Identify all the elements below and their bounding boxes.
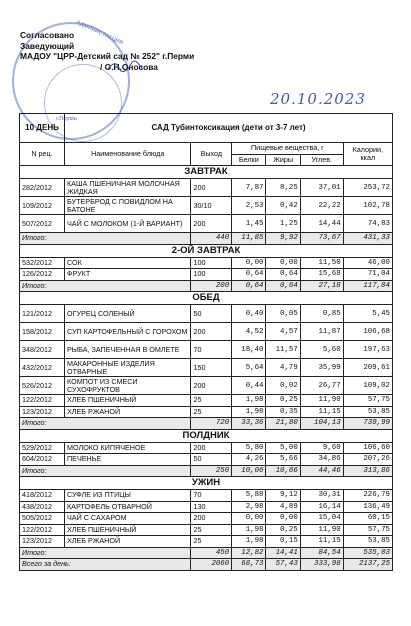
menu-table [19,113,393,571]
table-row [20,536,393,548]
grand-total-kcal: 2137,25 [343,559,392,571]
col-header-name: Наименование блюда [65,143,191,166]
grand-total-output: 2060 [191,559,232,571]
kcal-value: 106,60 [343,442,392,454]
dish-name: МАКАРОННЫЕ ИЗДЕЛИЯ ОТВАРНЫЕ [65,359,191,377]
carb-value: 11,15 [300,536,343,548]
protein-value: 5,80 [232,442,266,454]
protein-value: 5,64 [232,359,266,377]
grand-total-protein: 68,73 [232,559,266,571]
total-carb: 27,18 [300,280,343,292]
total-label: Итого: [20,233,191,245]
kcal-value: 57,75 [343,524,392,536]
approval-line-2: Заведующий [20,40,75,51]
total-label: Итого: [20,280,191,292]
grand-total-row [20,559,393,571]
table-row [20,197,393,215]
total-row [20,280,393,292]
total-fat: 21,80 [266,418,300,430]
total-fat: 9,92 [266,233,300,245]
fat-value: 0,02 [266,377,300,395]
recipe-number: 438/2012 [20,501,65,513]
day-label: 10 ДЕНЬ [20,114,65,143]
total-kcal: 117,04 [343,280,392,292]
protein-value: 1,98 [232,536,266,548]
dish-output: 25 [191,406,232,418]
dish-name: РЫБА, ЗАПЕЧЕННАЯ В ОМЛЕТЕ [65,341,191,359]
col-header-prot: Белки [232,154,266,166]
total-carb: 104,13 [300,418,343,430]
total-protein: 33,36 [232,418,266,430]
dish-output: 50 [191,454,232,466]
dish-output: 70 [191,341,232,359]
kcal-value: 74,83 [343,215,392,233]
fat-value: 0,00 [266,513,300,525]
dish-name: СОК [65,257,191,269]
kcal-value: 106,68 [343,323,392,341]
carb-value: 15,68 [300,269,343,281]
protein-value: 1,98 [232,406,266,418]
total-carb: 44,46 [300,465,343,477]
table-row [20,257,393,269]
signature [105,60,145,74]
total-row [20,233,393,245]
table-row [20,305,393,323]
recipe-number: 123/2012 [20,406,65,418]
protein-value: 0,00 [232,513,266,525]
dish-output: 200 [191,513,232,525]
dish-output: 130 [191,501,232,513]
carb-value: 11,87 [300,323,343,341]
table-row [20,442,393,454]
table-row [20,395,393,407]
table-row [20,215,393,233]
kcal-value: 5,45 [343,305,392,323]
dish-output: 150 [191,359,232,377]
total-protein: 11,85 [232,233,266,245]
total-kcal: 535,03 [343,547,392,559]
kcal-value: 253,72 [343,179,392,197]
total-protein: 12,82 [232,547,266,559]
fat-value: 4,57 [266,323,300,341]
fat-value: 0,64 [266,269,300,281]
col-header-fat: Жиры [266,154,300,166]
section-header [20,429,393,442]
carb-value: 34,86 [300,454,343,466]
fat-value: 0,25 [266,395,300,407]
protein-value: 1,98 [232,395,266,407]
table-row [20,179,393,197]
total-fat: 0,64 [266,280,300,292]
total-row [20,465,393,477]
total-output: 440 [191,233,232,245]
col-header-carb: Углев. [300,154,343,166]
table-row [20,406,393,418]
dish-name: ХЛЕБ РЖАНОЙ [65,406,191,418]
table-row [20,490,393,502]
grand-total-label: Всего за день: [20,559,191,571]
dish-name: МОЛОКО КИПЯЧЕНОЕ [65,442,191,454]
dish-output: 25 [191,524,232,536]
total-fat: 14,41 [266,547,300,559]
kcal-value: 109,02 [343,377,392,395]
kcal-value: 57,75 [343,395,392,407]
total-output: 450 [191,547,232,559]
carb-value: 11,15 [300,406,343,418]
kcal-value: 207,26 [343,454,392,466]
protein-value: 0,44 [232,377,266,395]
fat-value: 4,79 [266,359,300,377]
total-carb: 73,67 [300,233,343,245]
recipe-number: 526/2012 [20,377,65,395]
recipe-number: 123/2012 [20,536,65,548]
recipe-number: 418/2012 [20,490,65,502]
section-header [20,477,393,490]
protein-value: 2,98 [232,501,266,513]
fat-value: 0,25 [266,524,300,536]
total-fat: 10,66 [266,465,300,477]
protein-value: 4,52 [232,323,266,341]
carb-value: 14,44 [300,215,343,233]
col-header-nutrients: Пищевые вещества, г [232,143,343,155]
dish-name: ФРУКТ [65,269,191,281]
total-output: 250 [191,465,232,477]
table-row [20,323,393,341]
carb-value: 15,04 [300,513,343,525]
fat-value: 0,05 [266,305,300,323]
handwritten-date: 20.10.2023 [270,90,366,108]
total-output: 720 [191,418,232,430]
recipe-number: 532/2012 [20,257,65,269]
recipe-number: 126/2012 [20,269,65,281]
total-output: 200 [191,280,232,292]
dish-name: СУП КАРТОФЕЛЬНЫЙ С ГОРОХОМ [65,323,191,341]
protein-value: 1,98 [232,524,266,536]
grand-total-carb: 333,98 [300,559,343,571]
kcal-value: 46,00 [343,257,392,269]
recipe-number: 604/2012 [20,454,65,466]
dish-name: ХЛЕБ ПШЕНИЧНЫЙ [65,395,191,407]
recipe-number: 282/2012 [20,179,65,197]
dish-name: ПЕЧЕНЬЕ [65,454,191,466]
carb-value: 26,77 [300,377,343,395]
total-label: Итого: [20,465,191,477]
dish-output: 200 [191,215,232,233]
dish-output: 30/10 [191,197,232,215]
table-row [20,359,393,377]
total-row [20,418,393,430]
carb-value: 11,90 [300,395,343,407]
dish-name: КАРТОФЕЛЬ ОТВАРНОЙ [65,501,191,513]
fat-value: 8,25 [266,179,300,197]
dish-name: ЧАЙ С САХАРОМ [65,513,191,525]
protein-value: 0,00 [232,257,266,269]
fat-value: 11,57 [266,341,300,359]
kcal-value: 53,85 [343,406,392,418]
kcal-value: 197,63 [343,341,392,359]
section-title: ЗАВТРАК [20,166,393,179]
recipe-number: 122/2012 [20,395,65,407]
recipe-number: 529/2012 [20,442,65,454]
kcal-value: 102,78 [343,197,392,215]
recipe-number: 432/2012 [20,359,65,377]
total-carb: 84,54 [300,547,343,559]
col-header-rec: N рец. [20,143,65,166]
table-row [20,524,393,536]
table-row [20,501,393,513]
kcal-value: 209,61 [343,359,392,377]
kcal-value: 71,04 [343,269,392,281]
stamp-text-admin: АДМИНИСТРАЦИЯ [75,19,124,47]
fat-value: 0,00 [266,257,300,269]
protein-value: 5,88 [232,490,266,502]
total-kcal: 739,99 [343,418,392,430]
dish-output: 50 [191,305,232,323]
approval-line-3: МАДОУ "ЦРР-Детский сад № 252" г.Перми [20,51,195,61]
approval-line-4: / О.Н.Оносова [100,61,158,72]
grand-total-fat: 57,43 [266,559,300,571]
fat-value: 5,00 [266,442,300,454]
dish-output: 200 [191,442,232,454]
kcal-value: 136,49 [343,501,392,513]
total-label: Итого: [20,418,191,430]
dish-name: КАША ПШЕНИЧНАЯ МОЛОЧНАЯ ЖИДКАЯ [65,179,191,197]
carb-value: 9,60 [300,442,343,454]
recipe-number: 121/2012 [20,305,65,323]
protein-value: 2,53 [232,197,266,215]
dish-name: ЧАЙ С МОЛОКОМ (1-Й ВАРИАНТ) [65,215,191,233]
protein-value: 18,40 [232,341,266,359]
carb-value: 16,14 [300,501,343,513]
col-header-kcal: Калории, ккал [343,143,392,166]
table-row [20,454,393,466]
carb-value: 11,50 [300,257,343,269]
approval-line-1: Согласовано [20,30,75,40]
kcal-value: 226,79 [343,490,392,502]
dish-name: ХЛЕБ РЖАНОЙ [65,536,191,548]
carb-value: 37,01 [300,179,343,197]
section-header [20,244,393,257]
dish-output: 200 [191,377,232,395]
fat-value: 9,12 [266,490,300,502]
protein-value: 0,40 [232,305,266,323]
dish-name: ОГУРЕЦ СОЛЕНЫЙ [65,305,191,323]
recipe-number: 348/2012 [20,341,65,359]
total-kcal: 431,33 [343,233,392,245]
fat-value: 0,15 [266,536,300,548]
recipe-number: 505/2012 [20,513,65,525]
recipe-number: 158/2012 [20,323,65,341]
recipe-number: 122/2012 [20,524,65,536]
fat-value: 4,89 [266,501,300,513]
carb-value: 30,31 [300,490,343,502]
carb-value: 35,99 [300,359,343,377]
section-title: ОБЕД [20,292,393,305]
dish-output: 200 [191,323,232,341]
dish-name: ХЛЕБ ПШЕНИЧНЫЙ [65,524,191,536]
recipe-number: 109/2012 [20,197,65,215]
dish-output: 100 [191,257,232,269]
protein-value: 1,45 [232,215,266,233]
col-header-out: Выход [191,143,232,166]
carb-value: 0,85 [300,305,343,323]
dish-output: 200 [191,179,232,197]
section-header [20,292,393,305]
dish-output: 25 [191,395,232,407]
table-row [20,269,393,281]
total-protein: 10,06 [232,465,266,477]
fat-value: 0,35 [266,406,300,418]
total-kcal: 313,86 [343,465,392,477]
protein-value: 4,26 [232,454,266,466]
fat-value: 0,42 [266,197,300,215]
dish-output: 25 [191,536,232,548]
dish-name: БУТЕРБРОД С ПОВИДЛОМ НА БАТОНЕ [65,197,191,215]
protein-value: 7,87 [232,179,266,197]
section-header [20,166,393,179]
fat-value: 1,25 [266,215,300,233]
table-row [20,513,393,525]
kcal-value: 53,85 [343,536,392,548]
carb-value: 11,90 [300,524,343,536]
menu-title: САД Тубинтоксикация (дети от 3-7 лет) [65,114,393,143]
dish-name: КОМПОТ ИЗ СМЕСИ СУХОФРУКТОВ [65,377,191,395]
section-title: ПОЛДНИК [20,429,393,442]
kcal-value: 60,15 [343,513,392,525]
stamp-text-city: г.Пермь [56,116,78,122]
dish-name: СУФЛЕ ИЗ ПТИЦЫ [65,490,191,502]
total-protein: 0,64 [232,280,266,292]
carb-value: 5,60 [300,341,343,359]
dish-output: 100 [191,269,232,281]
table-row [20,341,393,359]
table-row [20,377,393,395]
total-label: Итого: [20,547,191,559]
total-row [20,547,393,559]
recipe-number: 507/2012 [20,215,65,233]
fat-value: 5,66 [266,454,300,466]
section-title: 2-ОЙ ЗАВТРАК [20,244,393,257]
section-title: УЖИН [20,477,393,490]
carb-value: 22,22 [300,197,343,215]
protein-value: 0,64 [232,269,266,281]
dish-output: 70 [191,490,232,502]
